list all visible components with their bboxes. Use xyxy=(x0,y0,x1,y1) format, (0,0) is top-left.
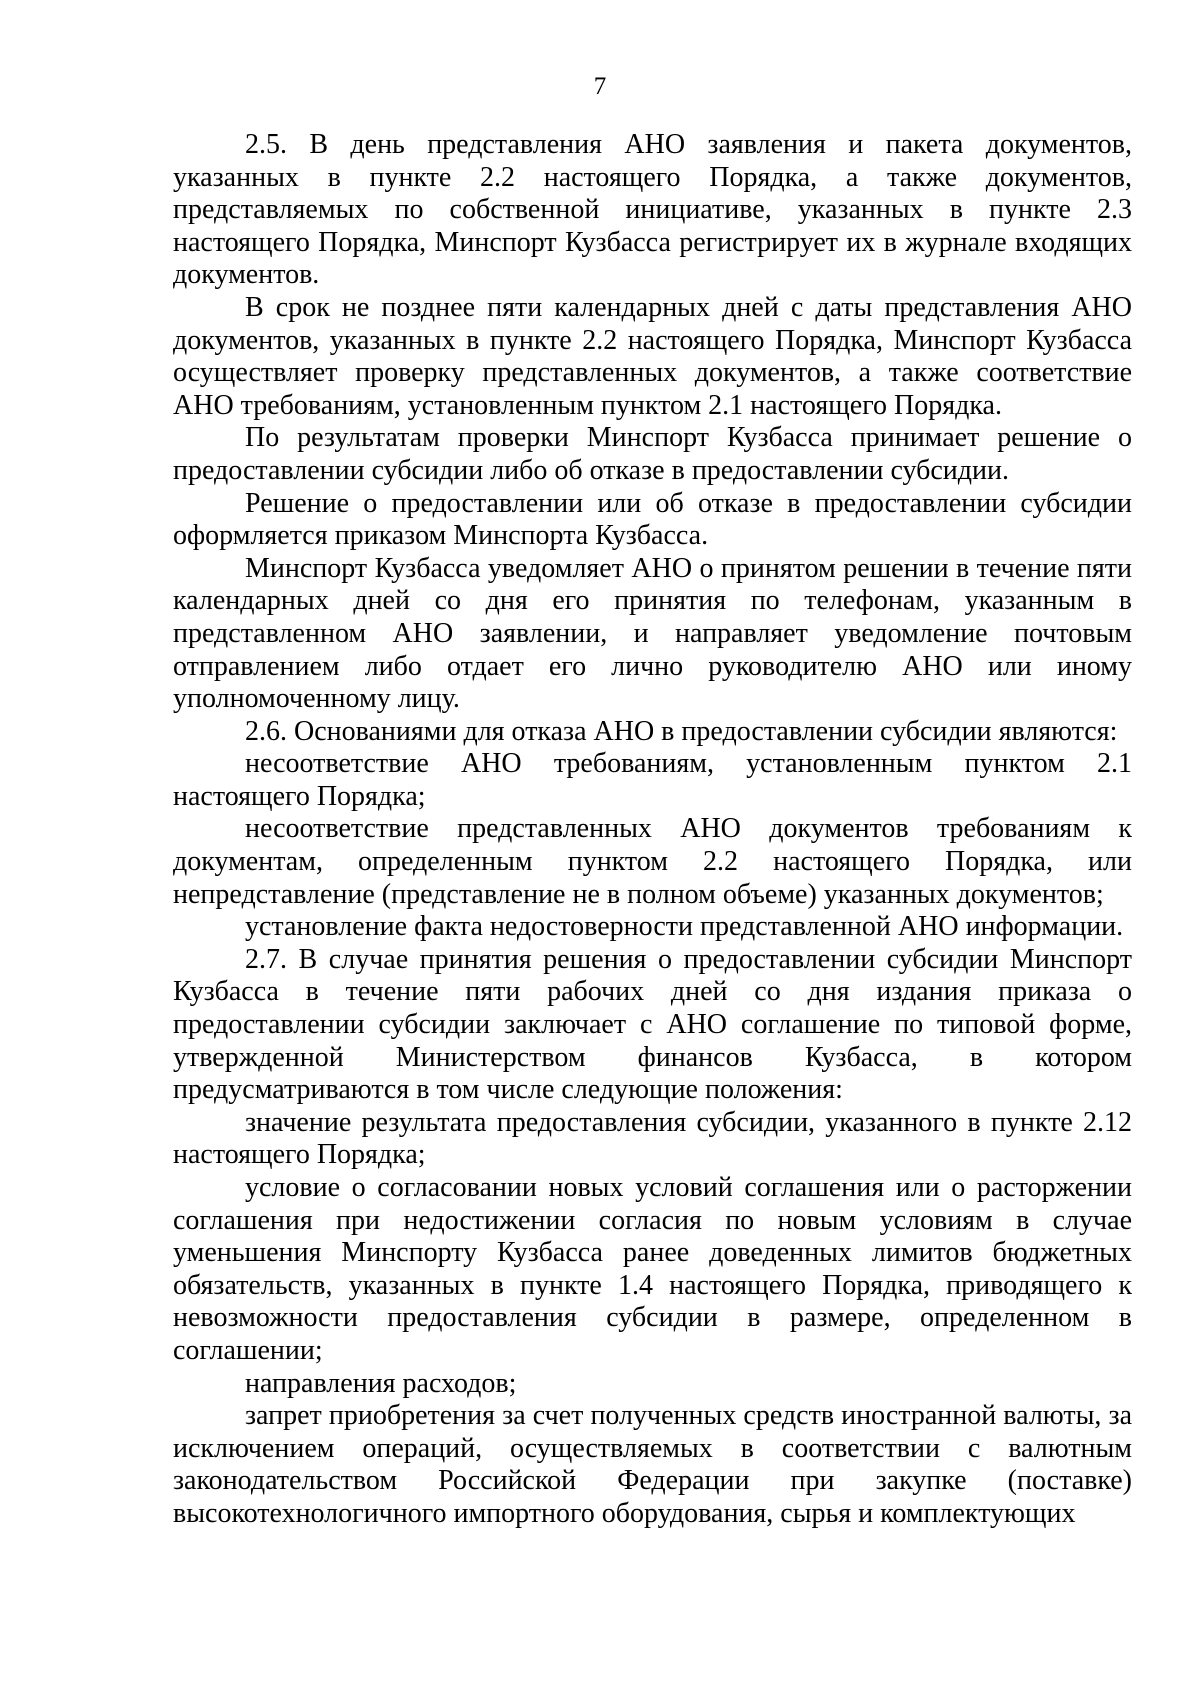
list-item-provision-2: условие о согласовании новых условий соглашения или о расторжении соглашения при недостижении согласия по новым условиям в случае уменьшения Минспорту Кузбасса ранее доведенных лимитов бюджетных обязательств, указанных в пункте 1.4 настоящего Порядка, приводящего к невозможности предоставления субсидии в размере, определенном в соглашении; xyxy=(173,1172,1132,1366)
list-item-provision-1: значение результата предоставления субсидии, указанного в пункте 2.12 настоящего Порядка; xyxy=(173,1106,1132,1171)
list-item-refusal-3: установление факта недостоверности представленной АНО информации. xyxy=(245,911,1124,943)
page-number: 7 xyxy=(593,73,607,100)
document-body xyxy=(173,129,1132,1531)
paragraph-notification: Минспорт Кузбасса уведомляет АНО о принятом решении в течение пяти календарных дней со дня его принятия по телефонам, указанным в представленном АНО заявлении, и направляет уведомление почтовым отправлением либо отдает его лично руководителю АНО или иному уполномоченному лицу. xyxy=(173,552,1132,715)
paragraph-decision-order: Решение о предоставлении или об отказе в предоставлении субсидии оформляется приказом Минспорта Кузбасса. xyxy=(173,487,1132,552)
list-item-refusal-1: несоответствие АНО требованиям, установленным пунктом 2.1 настоящего Порядка; xyxy=(173,748,1132,812)
paragraph-2-5: 2.5. В день представления АНО заявления и пакета документов, указанных в пункте 2.2 настоящего Порядка, а также документов, представляемых по собственной инициативе, указанных в пункте 2.3 настоящего Порядка, Минспорт Кузбасса регистрирует их в журнале входящих документов. xyxy=(173,129,1132,291)
paragraph-2-6: 2.6. Основаниями для отказа АНО в предоставлении субсидии являются: xyxy=(245,715,1118,747)
paragraph-review-deadline: В срок не позднее пяти календарных дней с даты представления АНО документов, указанных в пункте 2.2 настоящего Порядка, Минспорт Кузбасса осуществляет проверку представленных документов, а также соответствие АНО требованиям, установленным пунктом 2.1 настоящего Порядка. xyxy=(173,291,1132,421)
list-item-provision-3: направления расходов; xyxy=(245,1367,517,1399)
paragraph-2-7: 2.7. В случае принятия решения о предоставлении субсидии Минспорт Кузбасса в течение пяти рабочих дней со дня издания приказа о предоставлении субсидии заключает с АНО соглашение по типовой форме, утвержденной Министерством финансов Кузбасса, в котором предусматриваются в том числе следующие положения: xyxy=(173,943,1132,1106)
paragraph-decision: По результатам проверки Минспорт Кузбасса принимает решение о предоставлении субсидии либо об отказе в предоставлении субсидии. xyxy=(173,422,1132,486)
list-item-refusal-2: несоответствие представленных АНО документов требованиям к документам, определенным пунктом 2.2 настоящего Порядка, или непредставление (представление не в полном объеме) указанных документов; xyxy=(173,813,1132,910)
list-item-provision-4: запрет приобретения за счет полученных средств иностранной валюты, за исключением операций, осуществляемых в соответствии с валютным законодательством Российской Федерации при закупке (поставке) высокотехнологичного импортного оборудования, сырья и комплектующих xyxy=(173,1400,1132,1529)
